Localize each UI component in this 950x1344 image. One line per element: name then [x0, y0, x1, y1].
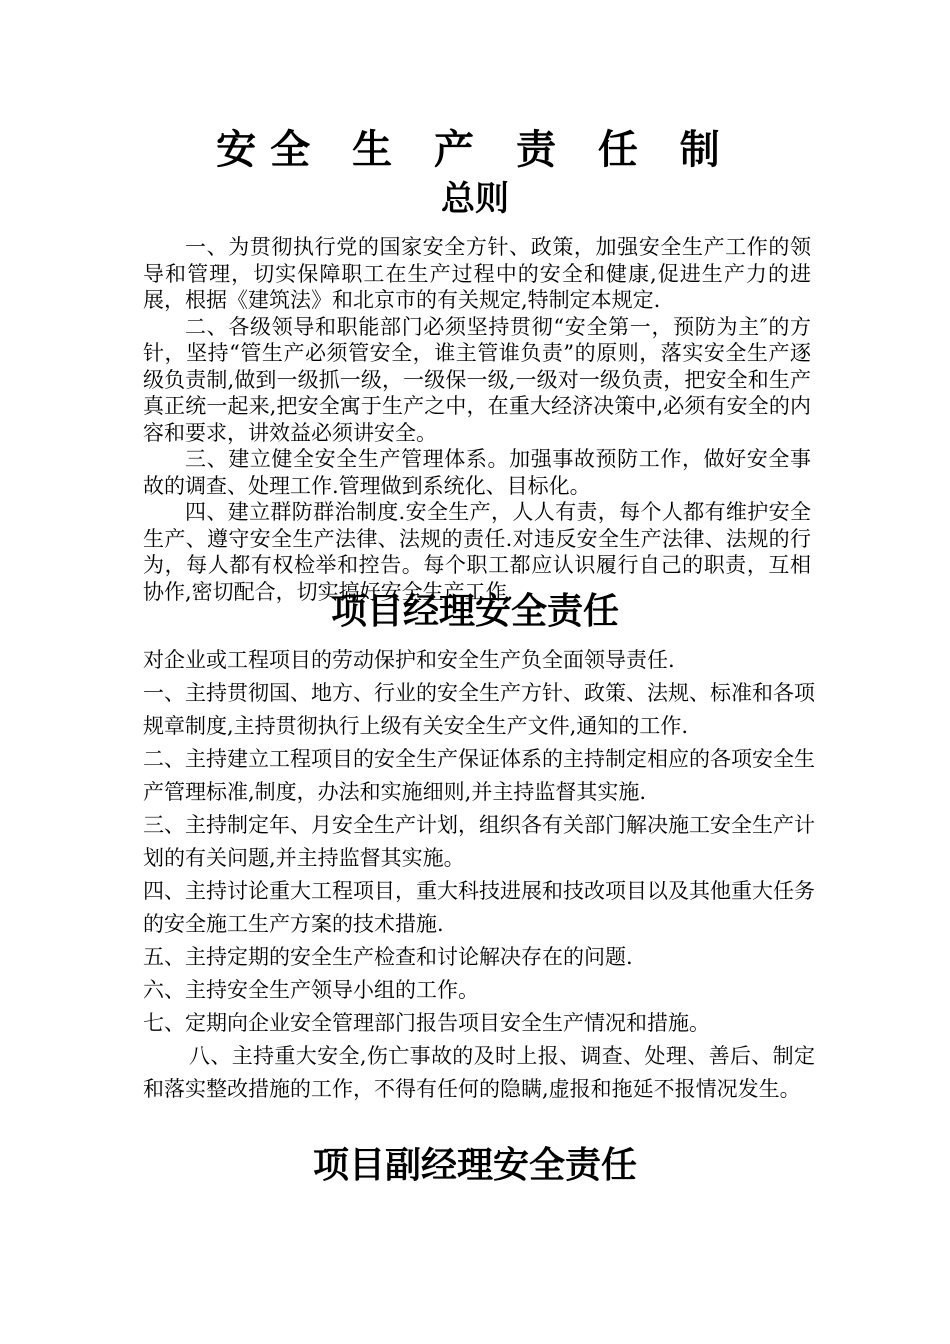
manager-item-5: 五、主持定期的安全生产检查和讨论解决存在的问题.: [143, 945, 633, 969]
manager-item-6: 六、主持安全生产领导小组的工作。: [143, 978, 479, 1002]
manager-item-7: 七、定期向企业安全管理部门报告项目安全生产情况和措施。: [143, 1011, 710, 1035]
general-paragraph-3: 三、建立健全安全生产管理体系。加强事故预防工作，做好安全事故的调查、处理工作.管理做到系统化、目标化。: [143, 447, 811, 498]
general-paragraph-2: 二、各级领导和职能部门必须坚持贯彻“安全第一，预防为主″的方针，坚持“管生产必须管安全，谁主管谁负责”的原则，落实安全生产逐级负责制,做到一级抓一级，一级保一级,一级对一级负责，把安全和生产真正统一起来,把安全寓于生产之中，在重大经济决策中,必须有安全的内容和要求，讲效益必须讲安全。: [143, 314, 811, 445]
manager-item-3: 三、主持制定年、月安全生产计划，组织各有关部门解决施工安全生产计划的有关问题,并主持监督其实施。: [143, 813, 815, 870]
manager-item-1: 一、主持贯彻国、地方、行业的安全生产方针、政策、法规、标准和各项规章制度,主持贯彻执行上级有关安全生产文件,通知的工作.: [143, 681, 815, 738]
manager-intro: 对企业或工程项目的劳动保护和安全生产负全面领导责任.: [143, 648, 675, 672]
section-heading-deputy-manager: 项目副经理安全责任: [312, 1145, 637, 1186]
manager-item-4: 四、主持讨论重大工程项目，重大科技进展和技改项目以及其他重大任务的安全施工生产方案的技术措施.: [143, 879, 815, 936]
general-paragraph-1: 一、为贯彻执行党的国家安全方针、政策，加强安全生产工作的领导和管理，切实保障职工在生产过程中的安全和健康,促进生产力的进展，根据《建筑法》和北京市的有关规定,特制定本规定.: [143, 235, 811, 312]
general-provisions: [143, 234, 811, 605]
document-title: 安全 生 产 责 任 制: [216, 127, 734, 173]
manager-responsibilities: [143, 644, 815, 1106]
section-heading-manager: 项目经理安全责任: [330, 591, 619, 632]
manager-item-8: 八、主持重大安全,伤亡事故的及时上报、调查、处理、善后、制定和落实整改措施的工作，不得有任何的隐瞒,虚报和拖延不报情况发生。: [143, 1044, 815, 1101]
general-paragraph-4: 四、建立群防群治制度.安全生产，人人有责，每个人都有维护安全生产、遵守安全生产法律、法规的责任.对违反安全生产法律、法规的行为，每人都有权检举和控告。每个职工都应认识履行自己的职责，互相协作,密切配合，切实搞好安全生产工作.: [143, 500, 811, 604]
manager-item-2: 二、主持建立工程项目的安全生产保证体系的主持制定相应的各项安全生产管理标准,制度，办法和实施细则,并主持监督其实施.: [143, 747, 815, 804]
section-heading-general: 总则: [441, 179, 509, 219]
